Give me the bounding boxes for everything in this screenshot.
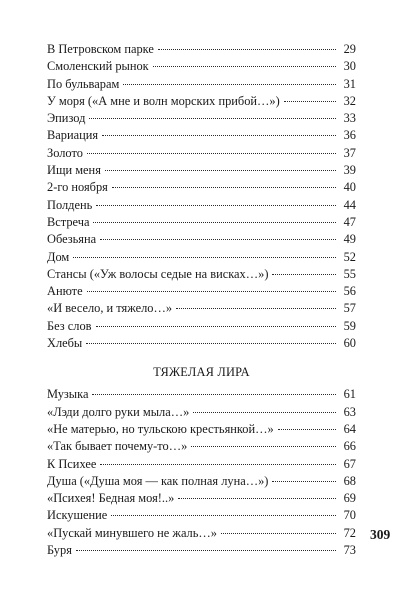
toc-entry-page: 72: [343, 525, 356, 540]
toc-entry: [47, 318, 356, 335]
toc-entry-title: Вариация: [47, 128, 99, 143]
toc-entry-page: 73: [343, 543, 356, 558]
toc-entry: [47, 110, 356, 127]
toc-entry-title: Ищи меня: [47, 163, 101, 178]
toc-entry: [47, 456, 356, 473]
toc-entry-page: 47: [343, 214, 356, 229]
toc-entry: [47, 266, 356, 283]
table-of-contents: [47, 41, 356, 559]
toc-entry: [47, 231, 356, 248]
dot-leader: [112, 187, 336, 188]
toc-entry: [47, 162, 356, 179]
toc-entry-page: 30: [343, 59, 356, 74]
toc-entry: [47, 300, 356, 317]
toc-entry-page: 56: [343, 284, 356, 299]
toc-entry-page: 49: [343, 232, 356, 247]
toc-entry: [47, 127, 356, 144]
toc-entry: [47, 421, 356, 438]
toc-entry-title: У моря («А мне и волн морских прибой…»): [47, 93, 280, 108]
dot-leader: [105, 170, 336, 171]
toc-entry-page: 68: [343, 473, 356, 488]
dot-leader: [76, 550, 336, 551]
dot-leader: [102, 135, 336, 136]
toc-entry-page: 70: [343, 508, 356, 523]
toc-entry-page: 63: [343, 404, 356, 419]
toc-entry-title: «Так бывает почему-то…»: [47, 439, 188, 454]
dot-leader: [93, 222, 336, 223]
toc-entry-title: Музыка: [47, 387, 89, 402]
dot-leader: [87, 153, 336, 154]
dot-leader: [100, 464, 336, 465]
toc-entry: [47, 145, 356, 162]
dot-leader: [278, 429, 336, 430]
toc-entry-page: 32: [343, 93, 356, 108]
dot-leader: [73, 257, 336, 258]
toc-entry-page: 33: [343, 111, 356, 126]
dot-leader: [100, 239, 336, 240]
toc-entry-title: Искушение: [47, 508, 108, 523]
dot-leader: [87, 291, 336, 292]
toc-entry-title: Дом: [47, 249, 70, 264]
toc-entry: [47, 214, 356, 231]
toc-entry: [47, 473, 356, 490]
dot-leader: [221, 533, 336, 534]
dot-leader: [96, 326, 337, 327]
toc-entry: [47, 76, 356, 93]
toc-entry: [47, 542, 356, 559]
toc-entry: [47, 525, 356, 542]
toc-entry-title: Хлебы: [47, 336, 83, 351]
toc-entry-page: 57: [343, 301, 356, 316]
toc-entry-page: 31: [343, 76, 356, 91]
section-heading: ТЯЖЕЛАЯ ЛИРА: [153, 365, 250, 380]
toc-entry-title: «Психея! Бедная моя!..»: [47, 491, 175, 506]
toc-entry: [47, 58, 356, 75]
toc-entry-page: 69: [343, 491, 356, 506]
toc-entry-page: 60: [343, 336, 356, 351]
toc-entry-page: 64: [343, 421, 356, 436]
dot-leader: [123, 84, 336, 85]
toc-entry-title: Эпизод: [47, 111, 86, 126]
toc-entry-page: 52: [343, 249, 356, 264]
toc-entry-title: Смоленский рынок: [47, 59, 149, 74]
dot-leader: [178, 498, 336, 499]
toc-entry-title: Душа («Душа моя — как полная луна…»): [47, 473, 269, 488]
dot-leader: [272, 481, 336, 482]
toc-entry-title: К Психее: [47, 456, 97, 471]
toc-entry: [47, 438, 356, 455]
toc-section-2: [47, 386, 356, 559]
dot-leader: [158, 49, 336, 50]
toc-section-1: [47, 41, 356, 352]
toc-entry-title: 2-го ноября: [47, 180, 108, 195]
toc-entry: [47, 41, 356, 58]
toc-entry-page: 37: [343, 145, 356, 160]
dot-leader: [272, 274, 336, 275]
dot-leader: [153, 66, 336, 67]
dot-leader: [111, 515, 336, 516]
toc-entry: [47, 404, 356, 421]
toc-entry-title: «Не матерью, но тульскою крестьянкой…»: [47, 421, 274, 436]
dot-leader: [193, 412, 336, 413]
dot-leader: [176, 308, 336, 309]
dot-leader: [96, 205, 336, 206]
toc-entry-page: 59: [343, 318, 356, 333]
toc-entry: [47, 283, 356, 300]
toc-entry-title: Обезьяна: [47, 232, 97, 247]
toc-entry-page: 39: [343, 163, 356, 178]
toc-entry: [47, 249, 356, 266]
toc-entry-title: Буря: [47, 543, 72, 558]
toc-entry-page: 29: [343, 42, 356, 56]
toc-entry: [47, 197, 356, 214]
toc-entry-page: 66: [343, 439, 356, 454]
toc-entry-title: По бульварам: [47, 76, 120, 91]
toc-entry-title: Без слов: [47, 318, 92, 333]
dot-leader: [86, 343, 336, 344]
toc-entry-page: 61: [343, 387, 356, 402]
toc-entry: [47, 93, 356, 110]
toc-entry-title: Стансы («Уж волосы седые на висках…»): [47, 266, 269, 281]
toc-entry: [47, 507, 356, 524]
toc-entry: [47, 490, 356, 507]
toc-entry-page: 40: [343, 180, 356, 195]
toc-entry-title: Полдень: [47, 197, 93, 212]
toc-entry-title: Золото: [47, 145, 83, 160]
dot-leader: [92, 394, 336, 395]
toc-entry-title: Анюте: [47, 284, 83, 299]
toc-entry-page: 36: [343, 128, 356, 143]
dot-leader: [284, 101, 336, 102]
toc-entry-title: «Пускай минувшего не жаль…»: [47, 525, 217, 540]
page-number: 309: [370, 527, 391, 542]
toc-entry-title: «Лэди долго руки мыла…»: [47, 404, 190, 419]
toc-entry-title: Встреча: [47, 214, 90, 229]
toc-entry-page: 67: [343, 456, 356, 471]
toc-entry-page: 44: [343, 197, 356, 212]
toc-entry: [47, 335, 356, 352]
dot-leader: [89, 118, 336, 119]
toc-entry-title: «И весело, и тяжело…»: [47, 301, 173, 316]
toc-entry: [47, 179, 356, 196]
toc-entry: [47, 386, 356, 403]
dot-leader: [191, 446, 336, 447]
toc-entry-title: В Петровском парке: [47, 42, 154, 56]
toc-entry-page: 55: [343, 266, 356, 281]
